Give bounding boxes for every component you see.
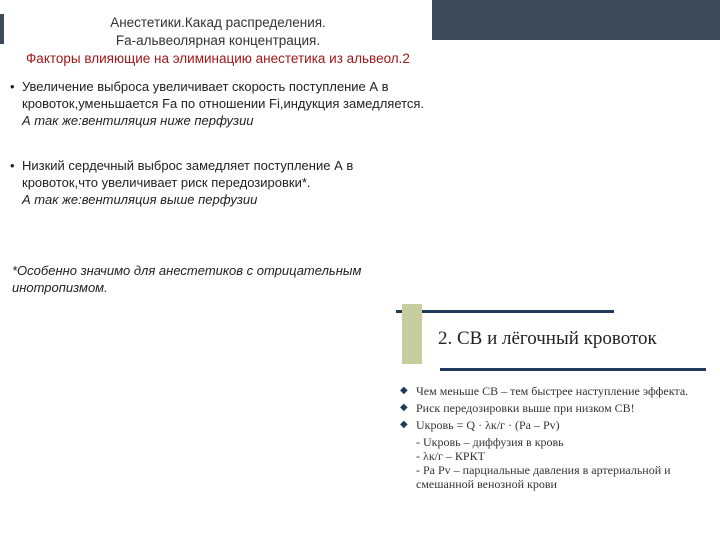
points-list bbox=[10, 78, 432, 208]
main-text-panel bbox=[4, 10, 432, 340]
diamond-bullet-icon: ◆ bbox=[400, 385, 408, 396]
item-text: Риск передозировки выше при низком СВ! bbox=[416, 401, 635, 415]
sub-item: - Pa Pv – парциальные давления в артериальной и смешанной венозной крови bbox=[416, 463, 671, 491]
right-slide-top-rule bbox=[396, 310, 614, 313]
point-text: Низкий сердечный выброс замедляет поступление А в кровоток,что увеличивает риск передозировки*. bbox=[22, 158, 354, 190]
diamond-bullet-icon: ◆ bbox=[400, 419, 408, 430]
item-text: Uкровь = Q · λк/г · (Pa – Pv) bbox=[416, 418, 560, 432]
top-divider-line bbox=[432, 0, 720, 40]
right-slide-list bbox=[400, 384, 710, 491]
header-line-1: Анестетики.Какад распределения. bbox=[110, 15, 326, 30]
sub-item: - Uкровь – диффузия в кровь bbox=[416, 435, 564, 449]
right-slide-bottom-rule bbox=[440, 368, 706, 371]
header-line-2: Fa-альвеолярная концентрация. bbox=[115, 33, 321, 48]
right-slide-title: 2. СВ и лёгочный кровоток bbox=[438, 328, 657, 349]
point-note: А так же:вентиляция ниже перфузии bbox=[22, 113, 254, 128]
list-item bbox=[10, 157, 432, 208]
list-item bbox=[400, 401, 710, 415]
list-item bbox=[10, 78, 432, 129]
bullet-icon: • bbox=[10, 158, 15, 173]
point-note: А так же:вентиляция выше перфузии bbox=[22, 192, 258, 207]
slide-header bbox=[4, 14, 432, 68]
bullet-icon: • bbox=[10, 79, 15, 94]
item-text: Чем меньше СВ – тем быстрее наступление эффекта. bbox=[416, 384, 689, 398]
list-item bbox=[400, 384, 710, 398]
diamond-bullet-icon: ◆ bbox=[400, 402, 408, 413]
footnote: *Особенно значимо для анестетиков с отрицательным инотропизмом. bbox=[12, 263, 362, 295]
point-text: Увеличение выброса увеличивает скорость поступление А в кровоток,уменьшается Fa по отношении Fi,индукция замедляется. bbox=[22, 79, 425, 111]
right-slide-accent-bar bbox=[402, 304, 422, 364]
header-line-3: Факторы влияющие на элиминацию анестетика из альвеол.2 bbox=[26, 51, 410, 66]
sub-item: - λк/г – КРКТ bbox=[416, 449, 485, 463]
list-item bbox=[400, 418, 710, 432]
